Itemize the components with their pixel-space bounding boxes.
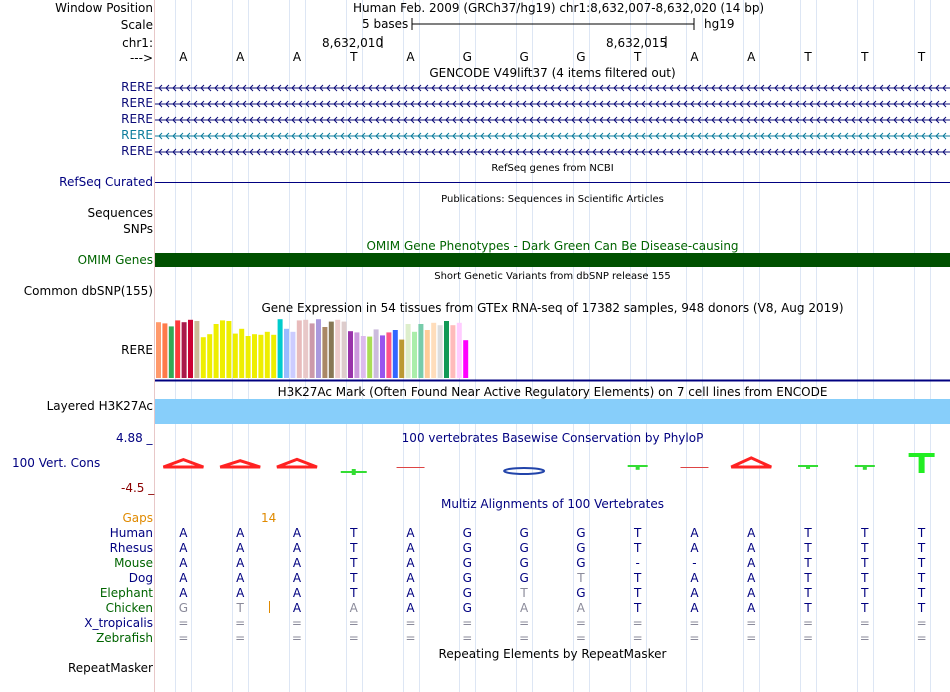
alignment-base: T [917,556,926,570]
alignment-base: A [179,586,188,600]
gtex-tissue-bar [239,329,244,378]
alignment-base: T [804,556,812,570]
conservation-max-label: 4.88 _ [116,431,153,445]
alignment-base: T [917,586,926,600]
scale-label: Scale [120,18,153,32]
species-label[interactable]: Human [109,526,153,540]
alignment-base: A [406,556,415,570]
base-letter: A [690,50,699,64]
conservation-glyph [277,459,317,467]
alignment-base: A [406,586,415,600]
alignment-base: = [632,631,643,645]
alignment-base: A [406,541,415,555]
conservation-glyph [504,468,544,474]
gtex-bar-chart[interactable] [155,318,950,382]
base-letter: A [236,50,245,64]
species-label[interactable]: Mouse [114,556,153,570]
alignment-base: T [350,526,358,540]
gtex-tissue-bar [431,323,436,378]
alignment-base: G [576,541,586,555]
gtex-tissue-bar [412,332,417,378]
gtex-tissue-bar [175,320,180,378]
omim-track-title: OMIM Gene Phenotypes - Dark Green Can Be Disease-causing [366,239,739,253]
alignment-base: G [462,526,472,540]
alignment-base: T [520,586,528,600]
alignment-base: A [236,526,245,540]
alignment-base: G [462,541,472,555]
alignment-base: A [690,586,699,600]
gencode-item-label[interactable]: RERE [121,80,153,94]
conservation-glyph [220,461,260,467]
gtex-tissue-bar [386,332,391,378]
gap-count: 14 [261,511,277,525]
gtex-tissue-bar [290,332,295,378]
conservation-glyph [636,465,640,470]
conservation-track-title: 100 vertebrates Basewise Conservation by PhyloP [401,431,704,445]
base-letter: G [576,50,586,64]
gtex-tissue-bar [399,340,404,378]
gtex-tissue-bar [316,319,321,378]
gtex-tissue-bar [233,334,238,378]
base-letter: A [747,50,756,64]
alignment-base: = [916,616,927,630]
assembly-position-text: Human Feb. 2009 (GRCh37/hg19) chr1:8,632,007-8,632,020 (14 bp) [353,1,765,15]
alignment-base: A [747,571,756,585]
gencode-features[interactable] [155,80,950,160]
alignment-base: A [292,586,302,600]
refseq-label[interactable]: RefSeq Curated [59,175,153,189]
gtex-tissue-bar [367,337,372,378]
alignment-base: G [462,586,472,600]
position-tick-right: 8,632,015 [606,36,668,50]
gtex-tissue-bar [169,326,174,378]
omim-label[interactable]: OMIM Genes [77,253,153,267]
alignment-base: = [575,631,586,645]
gtex-tissue-bar [271,335,276,378]
alignment-base: T [634,526,642,540]
alignment-base: T [350,571,358,585]
snps-label[interactable]: SNPs [123,222,153,236]
alignment-base: A [576,601,585,615]
alignment-base: T [861,556,869,570]
conservation-min-label: -4.5 _ [121,481,155,495]
gtex-tissue-bar [303,320,308,378]
alignment-base: = [689,616,700,630]
conservation-glyph [731,458,771,467]
alignment-base: T [350,541,358,555]
alignment-base: = [291,616,302,630]
gtex-tissue-bar [418,324,423,378]
gencode-item-label[interactable]: RERE [121,96,153,110]
alignment-base: G [519,556,529,570]
gtex-tissue-bar [220,320,225,378]
alignment-base: A [236,571,245,585]
alignment-base: T [861,541,869,555]
species-label[interactable]: Elephant [99,586,153,600]
h3k27ac-track-title: H3K27Ac Mark (Often Found Near Active Regulatory Elements) on 7 cell lines from ENCODE [277,385,828,399]
alignment-base: = [519,616,530,630]
window-position-label: Window Position [55,1,153,15]
base-letter: T [350,50,358,64]
gtex-tissue-bar [393,330,398,378]
alignment-base: = [859,631,870,645]
conservation-glyph [163,460,203,467]
alignment-base: G [576,556,586,570]
repeatmasker-track-title: Repeating Elements by RepeatMasker [438,647,667,661]
alignment-base: = [178,616,189,630]
conservation-label[interactable]: 100 Vert. Cons [12,456,101,470]
gtex-tissue-bar [162,323,167,378]
gencode-item-label[interactable]: RERE [121,112,153,126]
alignment-base: A [179,541,188,555]
alignment-base: T [861,526,869,540]
gtex-tissue-bar [354,332,359,378]
alignment-base: G [519,571,529,585]
gtex-tissue-bar [258,335,263,378]
gtex-tissue-bar [444,321,449,378]
alignment-base: T [804,526,812,540]
chrom-label: chr1: [122,36,153,50]
alignment-base: = [746,631,757,645]
gtex-tissue-bar [188,320,193,378]
alignment-base: T [804,601,812,615]
base-letter: A [179,50,188,64]
gtex-tissue-bar [207,334,212,378]
alignment-base: G [178,601,189,615]
scale-bases-text: 5 bases [362,17,409,31]
alignment-base: A [690,541,699,555]
alignment-base: A [292,556,302,570]
alignment-base: A [406,526,415,540]
alignment-base: T [634,586,642,600]
alignment-base: = [405,616,416,630]
alignment-base: T [917,571,926,585]
alignment-base: = [803,616,814,630]
conservation-glyph [919,455,925,473]
alignment-base: A [406,571,415,585]
alignment-base: T [861,601,869,615]
species-label[interactable]: Rhesus [109,541,153,555]
alignment-base: A [236,556,245,570]
gtex-tissue-bar [374,329,379,378]
alignment-base: A [747,601,756,615]
conservation-glyph [806,465,810,469]
base-letter: T [634,50,642,64]
gtex-tissue-bar [156,322,161,378]
gaps-label: Gaps [122,511,153,525]
alignment-base: A [179,556,188,570]
gtex-tissue-bar [252,334,257,378]
alignment-base: T [577,571,585,585]
alignment-base: = [689,631,700,645]
alignment-base: T [804,586,812,600]
base-letter: T [861,50,869,64]
alignment-base: = [575,616,586,630]
base-letter: G [462,50,472,64]
alignment-base: T [917,541,926,555]
gtex-tissue-bar [463,340,468,378]
insertion-marker [269,601,270,613]
alignment-base: T [861,586,869,600]
position-tick-left: 8,632,010 [322,36,384,50]
gtex-label[interactable]: RERE [121,343,153,357]
alignment-base: = [348,616,359,630]
gtex-tissue-bar [310,323,315,378]
alignment-base: G [519,541,529,555]
conservation-glyph [680,467,708,468]
alignment-base: - [635,556,640,570]
base-letter: G [519,50,529,64]
gtex-tissue-bar [214,324,219,378]
gtex-tissue-bar [335,320,340,378]
gtex-track-title: Gene Expression in 54 tissues from GTEx RNA-seq of 17382 samples, 948 donors (V8, Aug 2019) [261,301,844,315]
alignment-base: G [519,526,529,540]
gtex-tissue-bar [380,335,385,378]
gtex-tissue-bar [438,325,443,378]
gtex-tissue-bar [348,331,353,378]
alignment-base: A [179,571,188,585]
gtex-tissue-bar [182,322,187,378]
alignment-base: A [236,541,245,555]
db-text: hg19 [704,17,735,31]
gtex-tissue-bar [278,319,283,378]
gtex-tissue-bar [246,336,251,378]
alignment-base: T [350,556,358,570]
refseq-track-title: RefSeq genes from NCBI [491,163,614,174]
gtex-tissue-bar [425,330,430,378]
conservation-glyph [397,467,425,468]
base-letter: T [917,50,926,64]
publications-track-title: Publications: Sequences in Scientific Articles [441,194,664,205]
alignment-base: = [803,631,814,645]
alignment-base: T [350,586,358,600]
alignment-base: = [632,616,643,630]
alignment-base: A [406,601,415,615]
alignment-base: = [178,631,189,645]
multiz-track-title: Multiz Alignments of 100 Vertebrates [440,497,665,511]
alignment-base: = [348,631,359,645]
alignment-base: A [747,586,756,600]
alignment-base: A [292,571,302,585]
alignment-base: G [576,526,586,540]
dbsnp-track-title: Short Genetic Variants from dbSNP release 155 [434,271,671,282]
alignment-base: A [179,526,188,540]
species-label[interactable]: Chicken [105,601,153,615]
alignment-base: = [462,631,473,645]
strand-label: ---> [129,51,153,65]
alignment-base: T [634,541,642,555]
base-letter: T [804,50,812,64]
alignment-base: = [746,616,757,630]
h3k27ac-signal[interactable] [155,399,950,424]
h3k27ac-label[interactable]: Layered H3K27Ac [46,399,153,413]
alignment-base: T [634,571,642,585]
species-label[interactable]: Zebrafish [96,631,153,645]
alignment-base: = [235,616,246,630]
conservation-glyphs[interactable] [155,445,950,495]
alignment-base: A [690,526,699,540]
alignment-base: A [236,586,245,600]
gtex-tissue-bar [406,324,411,378]
gencode-item-label[interactable]: RERE [121,144,153,158]
alignment-base: T [236,601,244,615]
gtex-tissue-bar [322,327,327,378]
alignment-base: A [747,556,756,570]
alignment-base: = [916,631,927,645]
species-label[interactable]: X_tropicalis [84,616,153,630]
alignment-base: G [462,601,472,615]
species-label[interactable]: Dog [128,571,153,585]
repeatmasker-label[interactable]: RepeatMasker [67,661,153,675]
gtex-tissue-bar [342,322,347,378]
gtex-tissue-bar [284,329,289,378]
gencode-track-title: GENCODE V49lift37 (4 items filtered out) [429,66,676,80]
gtex-tissue-bar [361,336,366,378]
gtex-tissue-bar [265,332,270,378]
alignment-base: A [690,571,699,585]
alignment-base: A [519,601,529,615]
alignment-base: A [349,601,358,615]
sequences-label[interactable]: Sequences [87,206,153,220]
alignment-base: A [747,526,756,540]
dbsnp-label[interactable]: Common dbSNP(155) [23,284,153,298]
gtex-tissue-bar [226,321,231,378]
gtex-tissue-bar [450,325,455,378]
alignment-base: = [405,631,416,645]
alignment-base: A [292,601,302,615]
gtex-tissue-bar [194,321,199,378]
refseq-feature-line[interactable] [155,182,950,183]
alignment-base: T [804,541,812,555]
alignment-base: = [519,631,530,645]
alignment-base: = [462,616,473,630]
conservation-glyph [863,465,867,470]
alignment-base: G [462,571,472,585]
conservation-glyph [352,469,356,475]
alignment-base: A [690,601,699,615]
alignment-base: = [235,631,246,645]
alignment-base: T [861,571,869,585]
alignment-base: = [291,631,302,645]
alignment-base: = [859,616,870,630]
alignment-base: T [634,601,642,615]
gtex-tissue-bar [329,322,334,378]
alignment-base: G [576,586,586,600]
alignment-base: T [804,571,812,585]
base-letter: A [292,50,302,64]
alignment-base: T [917,601,926,615]
base-letter: A [406,50,415,64]
alignment-base: - [692,556,697,570]
alignment-base: G [462,556,472,570]
alignment-base: A [747,541,756,555]
omim-feature-bar[interactable] [155,253,950,267]
alignment-base: A [292,526,302,540]
alignment-base: T [917,526,926,540]
gtex-tissue-bar [297,320,302,378]
gtex-tissue-bar [201,337,206,378]
gtex-tissue-bar [457,323,462,378]
gencode-item-label[interactable]: RERE [121,128,153,142]
alignment-base: A [292,541,302,555]
